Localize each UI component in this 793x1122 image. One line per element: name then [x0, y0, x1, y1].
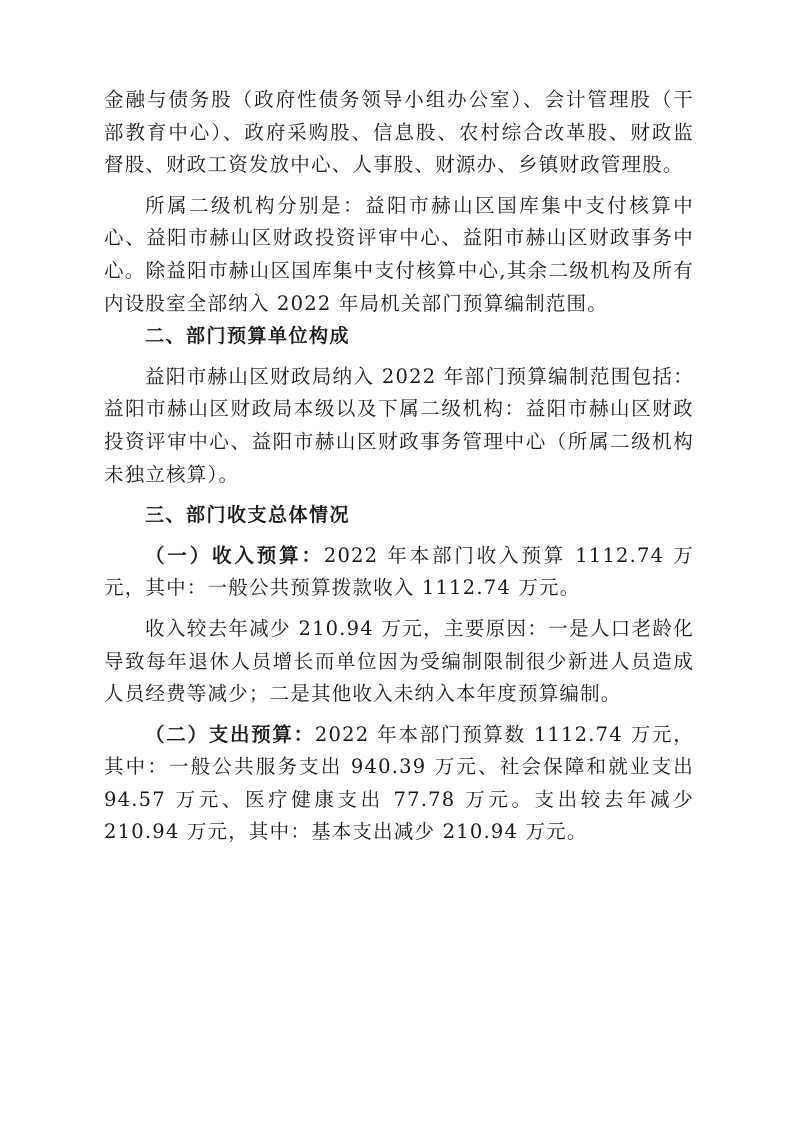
section-heading-income-expenditure: 三、部门收支总体情况: [145, 504, 351, 527]
income-budget-text: 2022 年本部门收入预算 1112.74 万元，其中：一般公共预算拨款收入 1112.74 万元。: [104, 543, 694, 600]
paragraph-department-list: 金融与债务股（政府性债务领导小组办公室）、会计管理股（干部教育中心）、政府采购股、信息股、农村综合改革股、财政监督股、财政工资发放中心、人事股、财源办、乡镇财政管理股。: [104, 88, 694, 177]
paragraph-secondary-institutions: 所属二级机构分别是：益阳市赫山区国库集中支付核算中心、益阳市赫山区财政投资评审中心、益阳市赫山区财政事务中心。除益阳市赫山区国库集中支付核算中心,其余二级机构及所有内设股室全部纳入 2022 年局机关部门预算编制范围。: [104, 193, 694, 315]
expenditure-budget-text: 2022 年本部门预算数 1112.74 万元，其中：一般公共服务支出 940.39 万元、社会保障和就业支出 94.57 万元、医疗健康支出 77.78 万元。支出较去年减少 210.94 万元，其中：基本支出减少 210.94 万元。: [104, 722, 694, 844]
paragraph-income-budget: [104, 540, 694, 605]
document-page: [104, 84, 694, 849]
subheading-expenditure-budget: （二）支出预算：: [145, 722, 315, 746]
subheading-income-budget: （一）收入预算：: [145, 543, 324, 567]
section-heading-budget-units: 二、部门预算单位构成: [145, 325, 351, 348]
paragraph-budget-unit-scope: 益阳市赫山区财政局纳入 2022 年部门预算编制范围包括：益阳市赫山区财政局本级以及下属二级机构：益阳市赫山区财政投资评审中心、益阳市赫山区财政事务管理中心（所属二级机构未独立核算）。: [104, 364, 694, 486]
paragraph-expenditure-budget: [104, 719, 694, 849]
paragraph-income-decrease-reasons: 收入较去年减少 210.94 万元，主要原因：一是人口老龄化导致每年退休人员增长而单位因为受编制限制很少新进人员造成人员经费等减少；二是其他收入未纳入本年度预算编制。: [104, 616, 694, 706]
